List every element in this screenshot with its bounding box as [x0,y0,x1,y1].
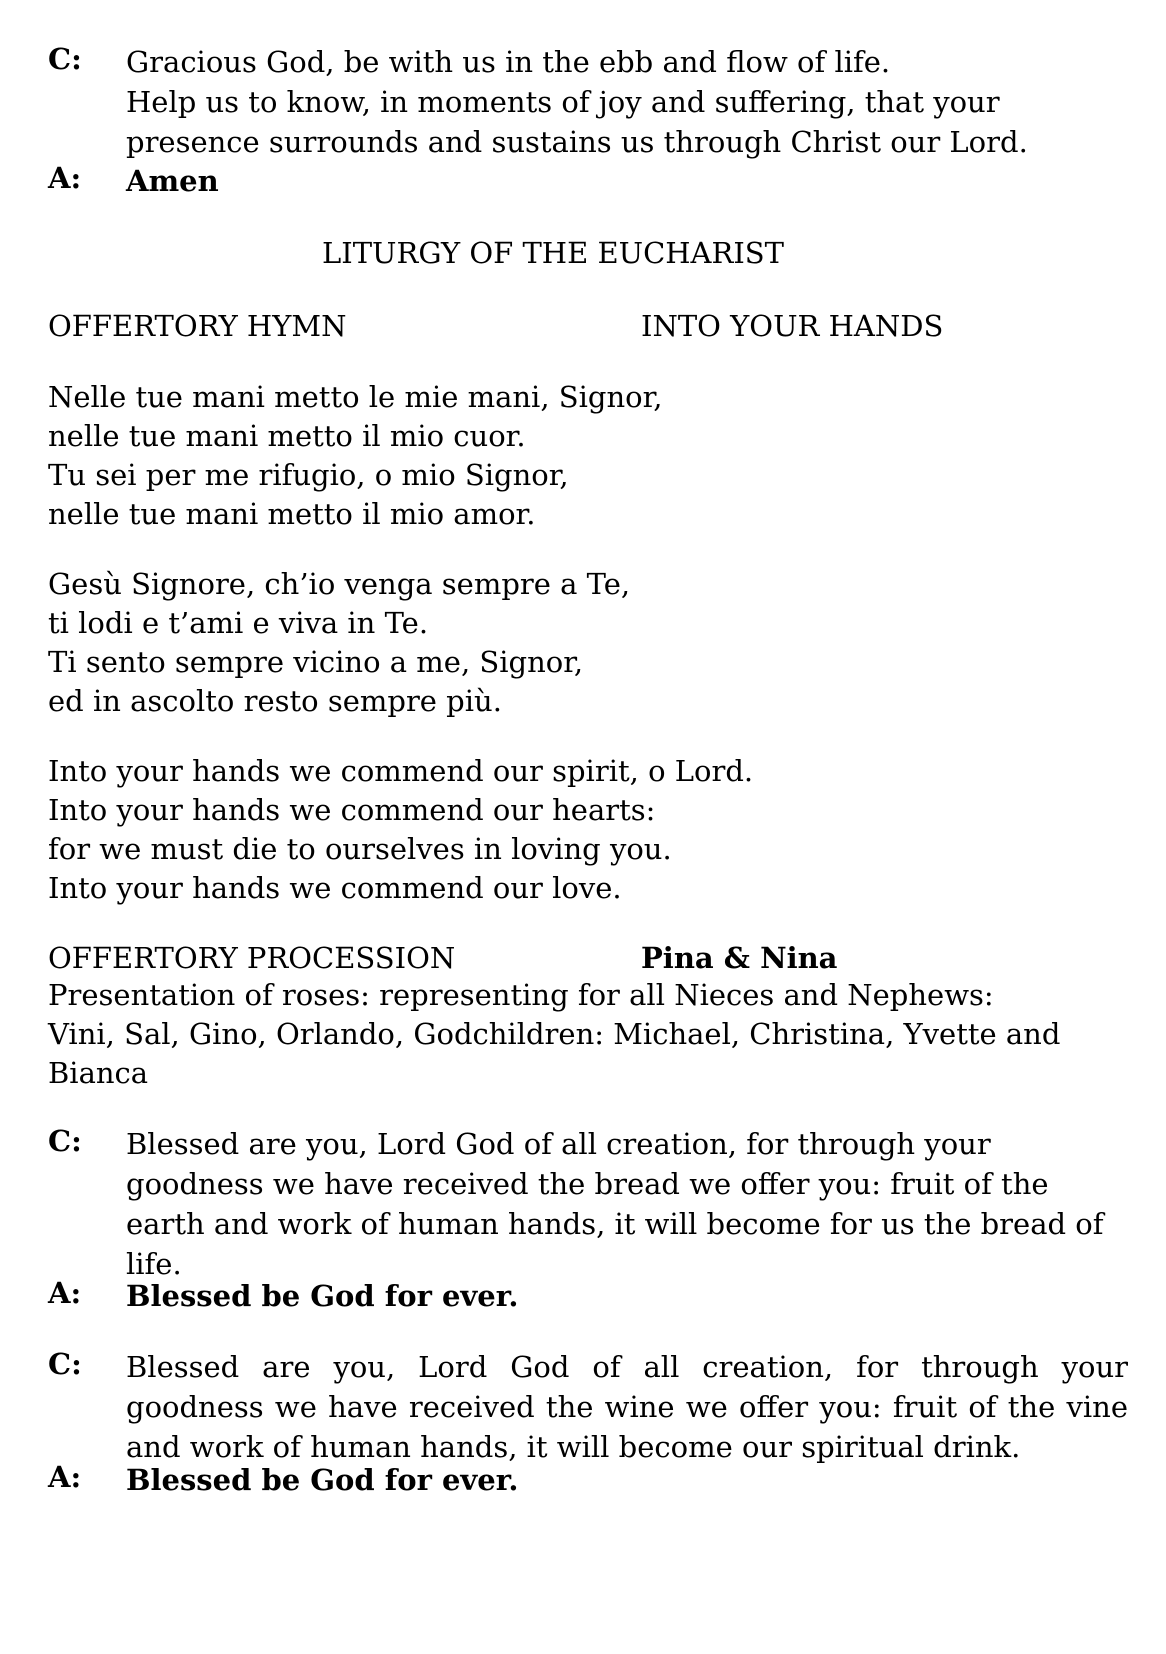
speaker-label: A: [48,1276,82,1310]
speaker-label: A: [48,161,82,195]
hymn-title: INTO YOUR HANDS [641,309,944,343]
prayer-text [126,1347,1128,1467]
prayer-line: Gracious God, be with us in the ebb and flow of life. [126,45,891,79]
prayer-line: life. [126,1247,182,1281]
prayer-line: earth and work of human hands, it will become for us the bread of [126,1207,1104,1241]
speaker-label: C: [48,42,82,76]
response-text: Amen [126,164,219,198]
speaker-label: C: [48,1347,82,1381]
wine-prayer [48,1347,1128,1467]
hymn-verse: Gesù Signore, ch’io venga sempre a Te, ti lodi e t’ami e viva in Te. Ti sento sempre vicino a me, Signor, ed in ascolto resto sempre più. [48,567,631,718]
prayer-text [126,1124,1128,1284]
wine-response [48,1460,1128,1500]
prayer-line: Blessed are you, Lord God of all creation, for through your [126,1350,1128,1384]
procession-description: Presentation of roses: representing for all Nieces and Nephews: Vini, Sal, Gino, Orlando, Godchildren: Michael, Christina, Yvette and Bianca [48,978,1061,1090]
prayer-line: Blessed are you, Lord God of all creation, for through your [126,1127,991,1161]
prayer-text [126,42,1128,162]
prayer-line: and work of human hands, it will become our spiritual drink. [126,1430,1021,1464]
hymn-verse: Into your hands we commend our spirit, o Lord. Into your hands we commend our hearts: for we must die to ourselves in loving you. Into your hands we commend our love. [48,754,754,905]
section-title: LITURGY OF THE EUCHARIST [321,236,785,270]
opening-response [48,161,1128,201]
prayer-line: goodness we have received the wine we offer you: fruit of the vine [126,1390,1128,1424]
offertory-procession-label: OFFERTORY PROCESSION [48,941,456,975]
speaker-label: A: [48,1460,82,1494]
procession-presenters: Pina & Nina [641,941,838,975]
bread-response [48,1276,1128,1316]
hymn-verse: Nelle tue mani metto le mie mani, Signor, nelle tue mani metto il mio cuor. Tu sei per me rifugio, o mio Signor, nelle tue mani metto il mio amor. [48,380,663,531]
prayer-line: goodness we have received the bread we offer you: fruit of the [126,1167,1049,1201]
opening-prayer [48,42,1128,162]
response-text: Blessed be God for ever. [126,1463,519,1497]
bread-prayer [48,1124,1128,1284]
prayer-line: Help us to know, in moments of joy and suffering, that your [126,85,1000,119]
speaker-label: C: [48,1124,82,1158]
prayer-line: presence surrounds and sustains us through Christ our Lord. [126,125,1028,159]
offertory-hymn-label: OFFERTORY HYMN [48,309,347,343]
response-text: Blessed be God for ever. [126,1279,519,1313]
